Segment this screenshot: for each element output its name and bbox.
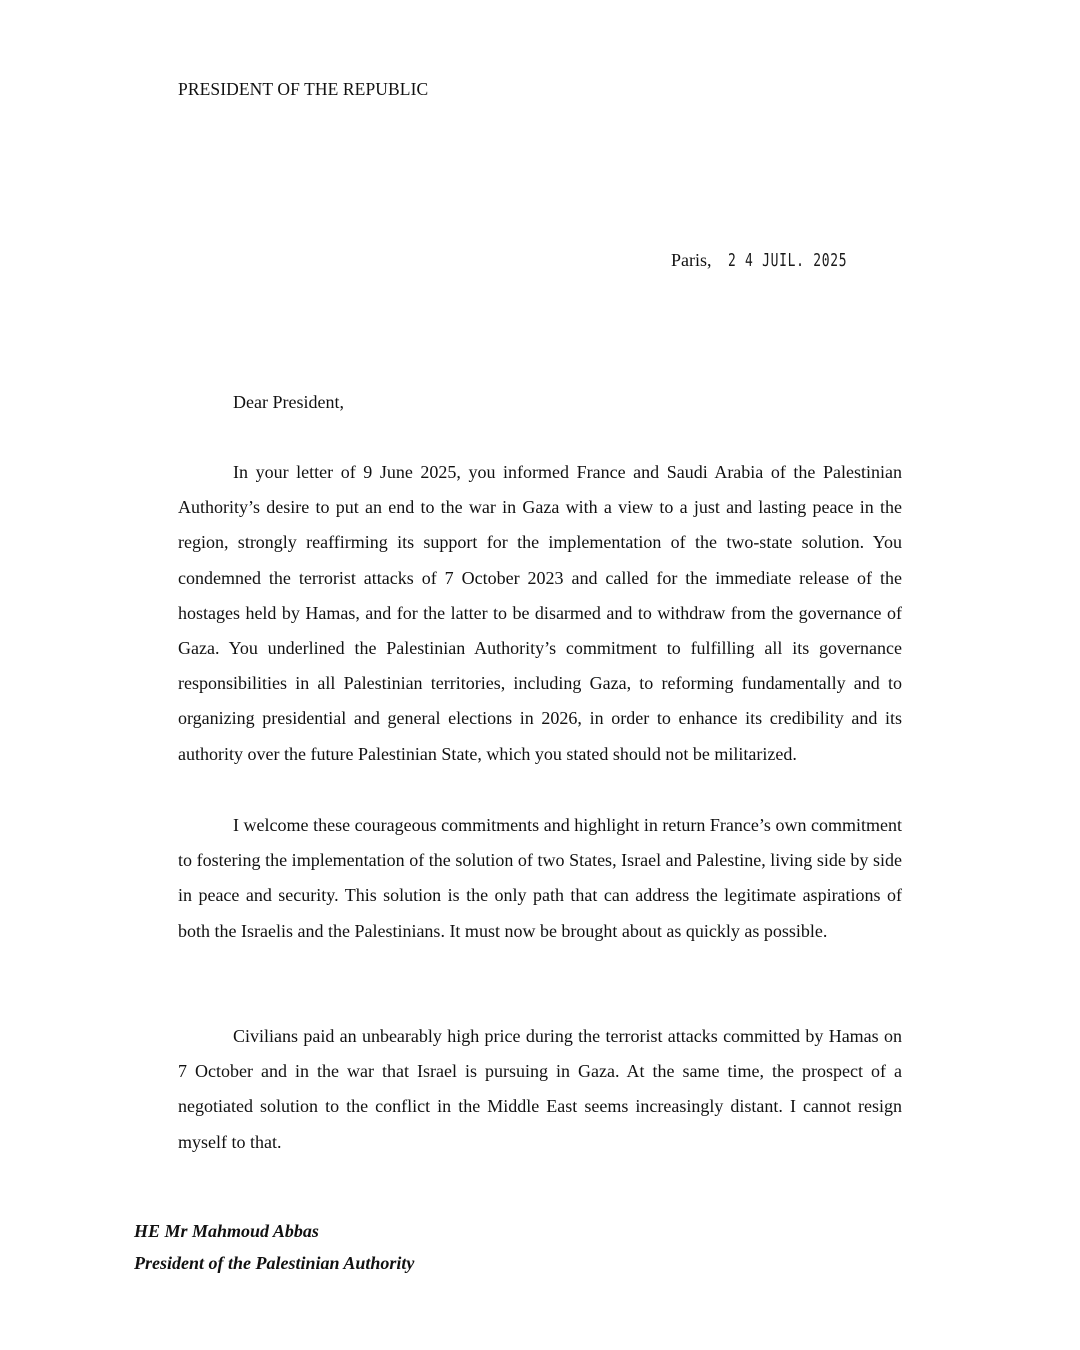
salutation: Dear President, (233, 392, 344, 412)
dateline-place: Paris, (671, 250, 712, 270)
paragraph-1: In your letter of 9 June 2025, you informed France and Saudi Arabia of the Palestinian Authority’s desire to put an end to the war in Gaza with a view to a just and lasting peace in the region, strongly reaffirming its support for the implementation of the two-state solution. You condemned the terrorist attacks of 7 October 2023 and called for the immediate release of the hostages held by Hamas, and for the latter to be disarmed and to withdraw from the governance of Gaza. You underlined the Palestinian Authority’s commitment to fulfilling all its governance responsibilities in all Palestinian territories, including Gaza, to reforming fundamentally and to organizing presidential and general elections in 2026, in order to enhance its credibility and its authority over the future Palestinian State, which you stated should not be militarized. (178, 462, 902, 764)
addressee-name: HE Mr Mahmoud Abbas (134, 1221, 319, 1241)
paragraph-3: Civilians paid an unbearably high price during the terrorist attacks committed by Hamas on 7 October and in the war that Israel is pursuing in Gaza. At the same time, the prospect of a negotiated solution to the conflict in the Middle East seems increasingly distant. I cannot resign myself to that. (178, 1026, 902, 1152)
letterhead: PRESIDENT OF THE REPUBLIC (178, 79, 429, 99)
dateline (671, 250, 894, 271)
paragraph-2: I welcome these courageous commitments and highlight in return France’s own commitment to fostering the implementation of the solution of two States, Israel and Palestine, living side by side in peace and security. This solution is the only path that can address the legitimate aspirations of both the Israelis and the Palestinians. It must now be brought about as quickly as possible. (178, 815, 902, 941)
addressee-title: President of the Palestinian Authority (134, 1253, 415, 1273)
addressee-block (134, 1215, 414, 1279)
date-stamp: 2 4 JUIL. 2025 (728, 250, 848, 271)
